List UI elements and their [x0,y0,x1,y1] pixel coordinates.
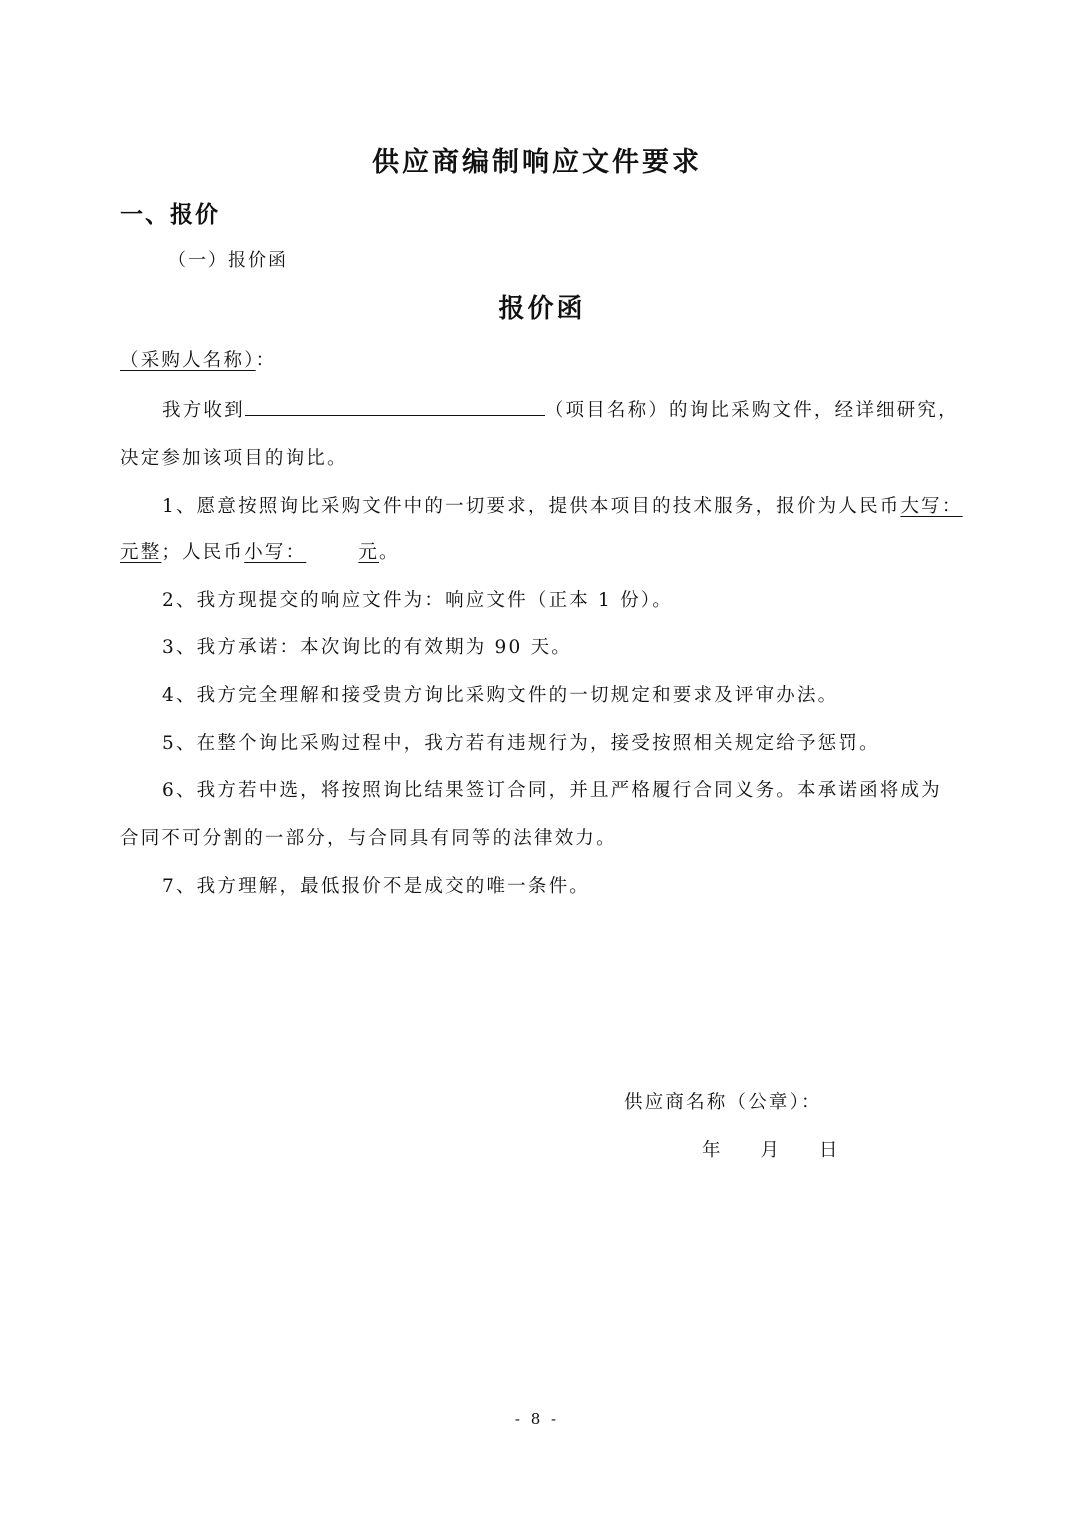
intro-line [162,397,959,424]
item1-lower-field [244,542,379,563]
item1-upper-unit: 元整 [120,542,162,563]
item4-line: 4、我方完全理解和接受贵方询比采购文件的一切规定和要求及评审办法。 [162,685,839,706]
item1-upper-label: 大写： [900,496,963,517]
date-day: 日 [819,1140,838,1161]
signature-label: 供应商名称（公章）： [624,1092,822,1113]
item1-line1 [162,494,963,520]
date-year: 年 [702,1140,721,1161]
item1-mid: ；人民币 [161,542,245,563]
item7-line: 7、我方理解，最低报价不是成交的唯一条件。 [162,876,590,897]
item1-end: 。 [379,542,400,563]
document-title: 供应商编制响应文件要求 [372,147,702,178]
addressee-placeholder: （采购人名称） [120,350,256,371]
section-heading: 一、报价 [120,201,220,228]
item6-line2: 合同不可分割的一部分，与合同具有同等的法律效力。 [120,828,617,849]
letter-title: 报价函 [498,294,586,324]
addressee-colon: ： [255,350,277,371]
item6-line1: 6、我方若中选，将按照询比结果签订合同，并且严格履行合同义务。本承诺函将成为 [162,780,942,801]
project-name-blank [245,397,545,416]
intro-suffix: （项目名称）的询比采购文件，经详细研究， [544,400,959,421]
addressee-line [120,348,276,374]
item3-line: 3、我方承诺：本次询比的有效期为 90 天。 [162,637,572,658]
intro-prefix: 我方收到 [162,400,245,421]
date-line [702,1136,838,1162]
item5-line: 5、在整个询比采购过程中，我方若有违规行为，接受按照相关规定给予惩罚。 [162,733,880,754]
subsection-heading: （一）报价函 [168,250,288,271]
item1-lower-label: 小写： [244,542,307,563]
date-month: 月 [760,1140,780,1161]
intro-continuation: 决定参加该项目的询比。 [120,448,348,469]
item1-prefix: 1、愿意按照询比采购文件中的一切要求，提供本项目的技术服务，报价为人民币 [162,496,901,517]
item2-line: 2、我方现提交的响应文件为：响应文件（正本 1 份）。 [162,590,673,611]
item1-line2 [120,540,400,566]
page-number: - 8 - [514,1410,560,1428]
item1-lower-unit: 元 [358,542,380,563]
